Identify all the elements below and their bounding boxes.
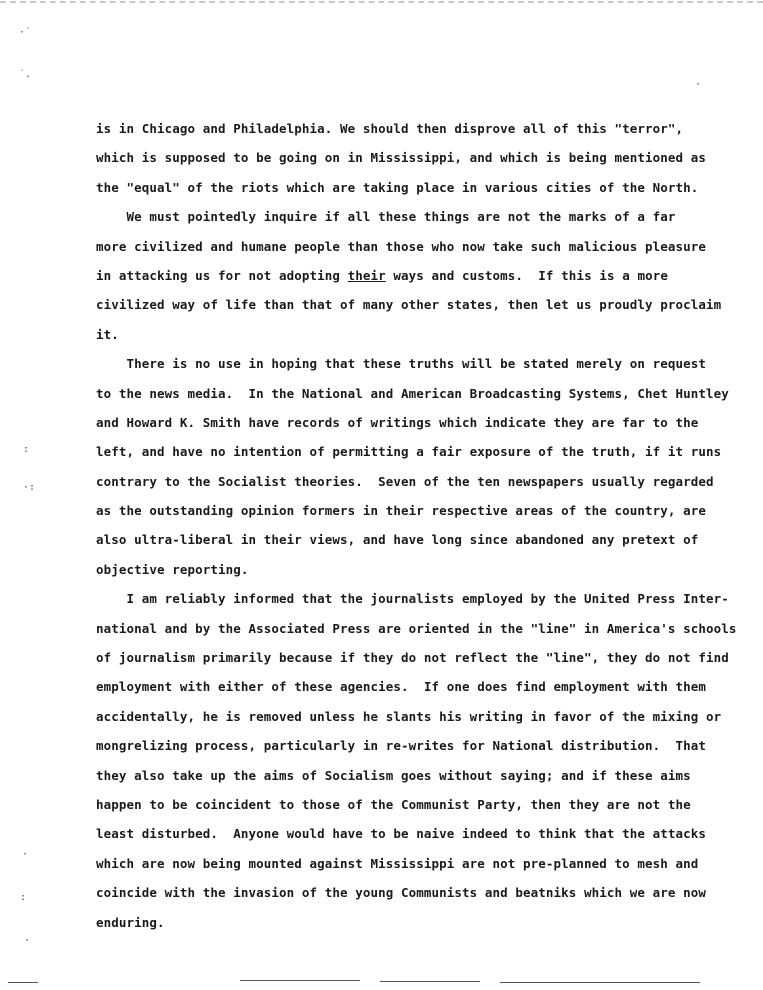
text-line: mongrelizing process, particularly in re-writes for National distribution. That <box>96 738 707 754</box>
text-line-with-underline: in attacking us for not adopting their ways and customs. If this is a more <box>96 267 668 283</box>
text-line: national and by the Associated Press are oriented in the "line" in America's schools <box>96 620 737 636</box>
margin-speck: ˙. <box>19 69 32 80</box>
paragraph <box>96 584 736 937</box>
margin-speck: · <box>22 849 29 860</box>
margin-speck: · <box>24 935 31 946</box>
top-perforation-edge <box>0 1 763 3</box>
text-line: left, and have no intention of permitting a fair exposure of the truth, if it runs <box>96 444 722 460</box>
text-line: is in Chicago and Philadelphia. We should then disprove all of this "terror", <box>96 121 684 136</box>
margin-speck: : <box>20 892 27 903</box>
text-line: of journalism primarily because if they do not reflect the "line", they do not find <box>96 650 729 666</box>
text-line: to the news media. In the National and American Broadcasting Systems, Chet Huntley <box>96 385 729 401</box>
text-line: as the outstanding opinion formers in their respective areas of the country, are <box>96 503 707 519</box>
paragraph <box>96 349 736 584</box>
text-line: contrary to the Socialist theories. Seven of the ten newspapers usually regarded <box>96 473 714 489</box>
text-line: it. <box>96 326 119 342</box>
margin-speck: ·˙ <box>19 27 32 38</box>
text-line: the "equal" of the riots which are taking place in various cities of the North. <box>96 179 699 195</box>
bottom-page-edge <box>0 982 763 990</box>
text-line: they also take up the aims of Socialism goes without saying; and if these aims <box>96 767 691 783</box>
text-line: happen to be coincident to those of the Communist Party, then they are not the <box>96 796 691 812</box>
text-line: objective reporting. <box>96 561 249 577</box>
body-text <box>96 114 736 937</box>
text-line: We must pointedly inquire if all these things are not the marks of a far <box>96 209 676 225</box>
text-line: accidentally, he is removed unless he slants his writing in favor of the mixing or <box>96 708 722 724</box>
text-line: employment with either of these agencies. If one does find employment with them <box>96 679 707 695</box>
text-line: and Howard K. Smith have records of writings which indicate they are far to the <box>96 414 699 430</box>
margin-speck: ·: <box>23 482 36 493</box>
text-line: which are now being mounted against Mississippi are not pre-planned to mesh and <box>96 855 699 871</box>
text-line: coincide with the invasion of the young Communists and beatniks which we are now <box>96 885 707 901</box>
paragraph <box>96 202 736 349</box>
margin-speck: : <box>23 444 30 455</box>
margin-speck: · <box>695 79 702 90</box>
text-line: I am reliably informed that the journalists employed by the United Press Inter- <box>96 591 729 607</box>
text-line: enduring. <box>96 914 165 930</box>
text-line: civilized way of life than that of many other states, then let us proudly proclaim <box>96 297 722 313</box>
text-line: which is supposed to be going on in Mississippi, and which is being mentioned as <box>96 150 707 166</box>
underlined-word: their <box>347 267 386 283</box>
paragraph <box>96 114 736 202</box>
text-line: also ultra-liberal in their views, and have long since abandoned any pretext of <box>96 532 699 548</box>
text-line: There is no use in hoping that these truths will be stated merely on request <box>96 356 707 372</box>
text-line: more civilized and humane people than those who now take such malicious pleasure <box>96 238 707 254</box>
text-line: least disturbed. Anyone would have to be naive indeed to think that the attacks <box>96 826 707 842</box>
